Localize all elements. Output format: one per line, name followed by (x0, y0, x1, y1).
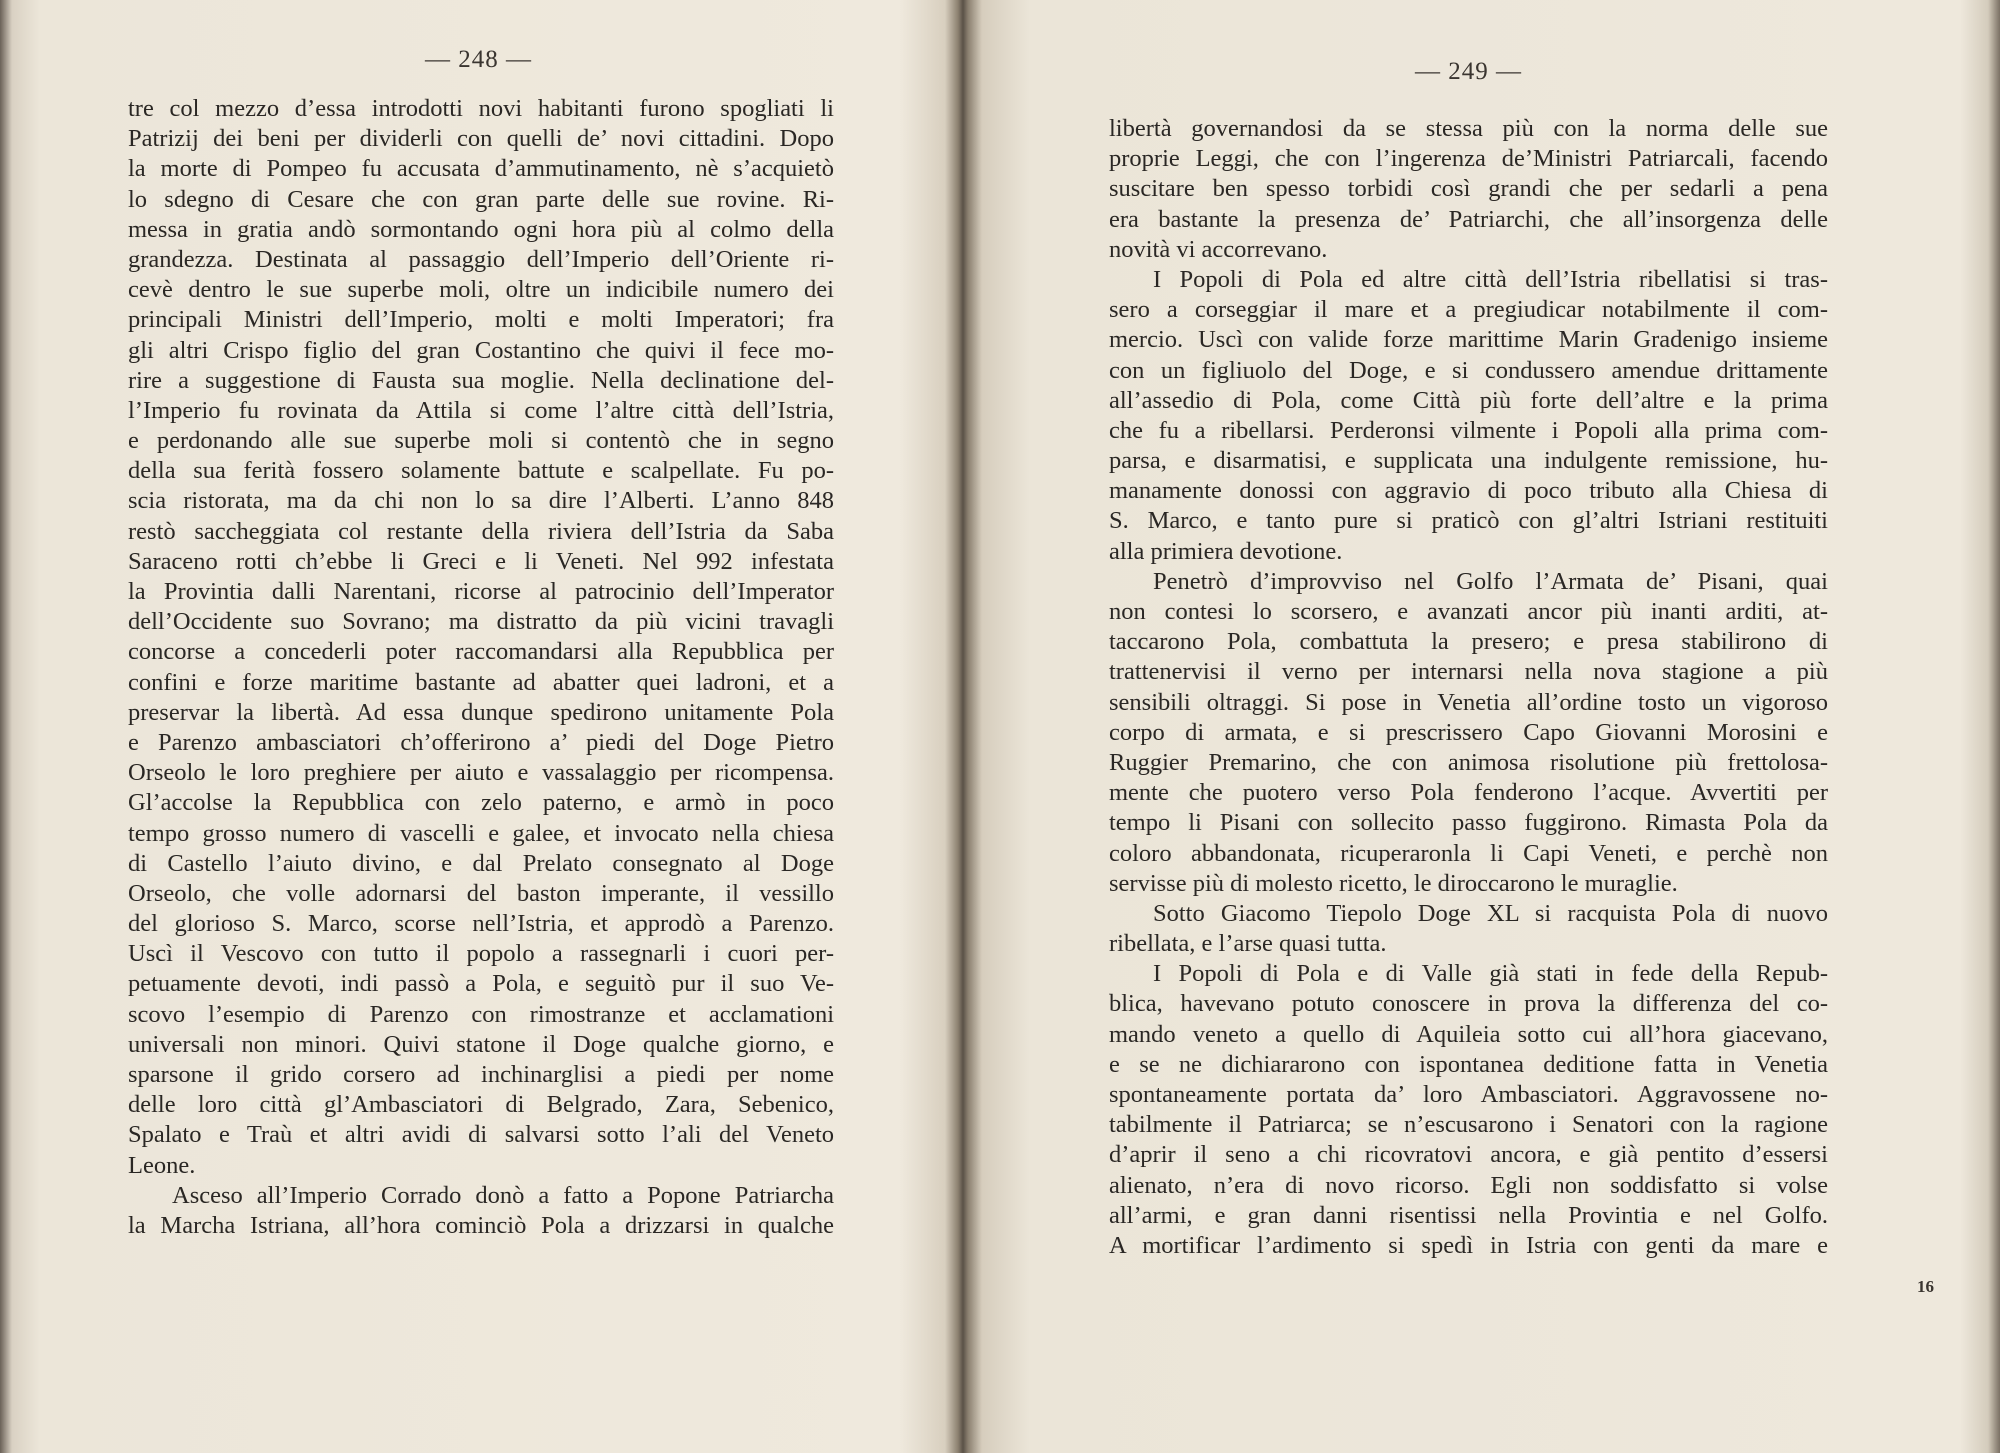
text-line: mando veneto a quello di Aquileia sotto cui all’hora giacevano, (1109, 1020, 1828, 1048)
text-line: Leone. (128, 1151, 196, 1179)
text-line: cevè dentro le sue superbe moli, oltre un indicibile numero dei (128, 276, 834, 304)
text-line: gli altri Crispo figlio del gran Costantino che quivi il fece mo- (128, 336, 834, 364)
text-line: tabilmente il Patriarca; se n’escusarono i Senatori con la ragione (1109, 1111, 1828, 1139)
text-line: di Castello l’aiuto divino, e dal Prelato consegnato al Doge (128, 849, 834, 877)
text-line: Patrizij dei beni per dividerli con quelli de’ novi cittadini. Dopo (128, 125, 834, 153)
text-line: dell’Occidente suo Sovrano; ma distratto da più vicini travagli (128, 608, 834, 636)
text-line: S. Marco, e tanto pure si praticò con gl’altri Istriani restituiti (1109, 507, 1828, 535)
text-line: alienato, n’era di novo ricorso. Egli non soddisfatto si volse (1109, 1171, 1828, 1199)
text-line: parsa, e disarmatisi, e supplicata una indulgente remissione, hu- (1109, 447, 1828, 475)
text-line: non contesi lo scorsero, e avanzati ancor più inanti arditi, at- (1109, 598, 1828, 625)
text-line: I Popoli di Pola ed altre città dell’Istria ribellatisi si tras- (1153, 265, 1828, 293)
text-line: Uscì il Vescovo con tutto il popolo a rassegnarli i cuori per- (128, 940, 834, 968)
text-line: spontaneamente portata da’ loro Ambasciatori. Aggravossene no- (1109, 1081, 1828, 1108)
text-line: sero a corseggiar il mare et a pregiudicar notabilmente il com- (1109, 296, 1828, 324)
text-line: tempo grosso numero di vascelli e galee, et invocato nella chiesa (128, 819, 834, 847)
text-line: all’assedio di Pola, come Città più forte dell’altre e la prima (1109, 386, 1828, 414)
text-line: Saraceno rotti ch’ebbe li Greci e li Veneti. Nel 992 infestata (128, 547, 834, 575)
text-line: messa in gratia andò sormontando ogni hora più al colmo della (128, 215, 834, 243)
text-line: servisse più di molesto ricetto, le diroccarono le muraglie. (1109, 869, 1678, 897)
text-line: mente che puotero verso Pola fenderono l’acque. Avvertiti per (1109, 779, 1828, 807)
text-line: trattenervisi il verno per internarsi nella nova stagione a più (1109, 658, 1828, 686)
right-page (968, 0, 2000, 1453)
text-line: confini e forze maritime bastante ad abatter quei ladroni, et a (128, 668, 834, 696)
text-line: petuamente devoti, indi passò a Pola, e seguitò pur il suo Ve- (128, 970, 834, 998)
right-page-text (1109, 114, 1828, 1261)
text-line: A mortificar l’ardimento si spedì in Istria con genti da mare e (1109, 1231, 1828, 1259)
text-line: e perdonando alle sue superbe moli si contentò che in segno (128, 427, 834, 455)
text-line: novità vi accorrevano. (1109, 235, 1328, 263)
text-line: principali Ministri dell’Imperio, molti e molti Imperatori; fra (128, 306, 834, 334)
text-line: d’aprir il seno a chi ricovratovi ancora, e già pentito d’essersi (1109, 1141, 1828, 1169)
text-line: proprie Leggi, che con l’ingerenza de’Ministri Patriarcali, facendo (1109, 145, 1828, 173)
text-line: Ruggier Premarino, che con animosa risolutione più frettolosa- (1109, 748, 1828, 776)
text-line: I Popoli di Pola e di Valle già stati in fede della Repub- (1153, 960, 1828, 988)
text-line: e Parenzo ambasciatori ch’offerirono a’ piedi del Doge Pietro (128, 728, 834, 756)
text-line: universali non minori. Quivi statone il Doge qualche giorno, e (128, 1030, 834, 1058)
text-line: delle loro città gl’Ambasciatori di Belgrado, Zara, Sebenico, (128, 1091, 834, 1119)
text-line: Orseolo, che volle adornarsi del baston imperante, il vessillo (128, 879, 834, 907)
text-line: scovo l’esempio di Parenzo con rimostranze et acclamationi (128, 1000, 834, 1028)
text-line: sensibili oltraggi. Si pose in Venetia all’ordine tosto un vigoroso (1109, 688, 1828, 716)
text-line: Penetrò d’improvviso nel Golfo l’Armata de’ Pisani, quai (1153, 567, 1828, 595)
text-line: Asceso all’Imperio Corrado donò a fatto a Popone Patriarcha (172, 1181, 834, 1209)
page-number-left: — 248 — (425, 46, 532, 73)
text-line: libertà governandosi da se stessa più con la norma delle sue (1109, 115, 1828, 142)
text-line: lo sdegno di Cesare che con gran parte delle sue rovine. Ri- (128, 185, 834, 213)
text-line: alla primiera devotione. (1109, 537, 1343, 565)
signature-mark: 16 (1917, 1277, 1934, 1296)
text-line: concorse a concederli poter raccomandarsi alla Repubblica per (128, 638, 834, 666)
text-line: mercio. Uscì con valide forze marittime Marin Gradenigo insieme (1109, 326, 1828, 354)
text-line: del glorioso S. Marco, scorse nell’Istria, et approdò a Parenzo. (128, 910, 834, 938)
text-line: Sotto Giacomo Tiepolo Doge XL si racquista Pola di nuovo (1153, 899, 1828, 927)
left-page (0, 0, 960, 1453)
text-line: coloro abbandonata, ricuperaronla li Capi Veneti, e perchè non (1109, 839, 1828, 867)
text-line: preservar la libertà. Ad essa dunque spedirono unitamente Pola (128, 698, 834, 726)
text-line: blica, havevano potuto conoscere in prova la differenza del co- (1109, 990, 1828, 1018)
text-line: suscitare ben spesso torbidi così grandi che per sedarli a pena (1109, 175, 1828, 203)
text-line: all’armi, e gran danni risentissi nella Provintia e nel Golfo. (1109, 1201, 1828, 1229)
text-line: con un figliuolo del Doge, e si condussero amendue drittamente (1109, 356, 1828, 384)
text-line: rire a suggestione di Fausta sua moglie. Nella declinatione del- (128, 366, 834, 394)
text-line: tre col mezzo d’essa introdotti novi habitanti furono spogliati li (128, 95, 834, 122)
text-line: era bastante la presenza de’ Patriarchi, che all’insorgenza delle (1109, 205, 1828, 233)
text-line: che fu a ribellarsi. Perderonsi vilmente i Popoli alla prima com- (1109, 416, 1828, 444)
text-line: corpo di armata, e si prescrissero Capo Giovanni Morosini e (1109, 718, 1828, 746)
text-line: la morte di Pompeo fu accusata d’ammutinamento, nè s’acquietò (128, 155, 834, 183)
text-line: la Marcha Istriana, all’hora cominciò Pola a drizzarsi in qualche (128, 1211, 834, 1239)
text-line: e se ne dichiararono con ispontanea deditione fatta in Venetia (1109, 1050, 1828, 1078)
text-line: manamente donossi con aggravio di poco tributo alla Chiesa di (1109, 477, 1828, 505)
text-line: Orseolo le loro preghiere per aiuto e vassalaggio per ricompensa. (128, 759, 834, 787)
text-line: Spalato e Traù et altri avidi di salvarsi sotto l’ali del Veneto (128, 1121, 834, 1149)
text-line: Gl’accolse la Repubblica con zelo paterno, e armò in poco (128, 789, 834, 817)
text-line: ribellata, e l’arse quasi tutta. (1109, 930, 1387, 958)
text-line: restò saccheggiata col restante della riviera dell’Istria da Saba (128, 517, 834, 545)
page-number-right: — 249 — (1415, 58, 1522, 85)
left-page-text (128, 94, 834, 1241)
text-line: taccarono Pola, combattuta la presero; e presa stabilirono di (1109, 628, 1828, 656)
text-line: grandezza. Destinata al passaggio dell’Imperio dell’Oriente ri- (128, 245, 834, 273)
text-line: la Provintia dalli Narentani, ricorse al patrocinio dell’Imperator (128, 578, 834, 605)
text-line: scia ristorata, ma da chi non lo sa dire l’Alberti. L’anno 848 (128, 487, 834, 515)
text-line: l’Imperio fu rovinata da Attila si come l’altre città dell’Istria, (128, 396, 834, 424)
text-line: della sua ferità fossero solamente battute e scalpellate. Fu po- (128, 457, 834, 485)
text-line: tempo li Pisani con sollecito passo fuggirono. Rimasta Pola da (1109, 809, 1828, 837)
text-line: sparsone il grido corsero ad inchinarglisi a piedi per nome (128, 1061, 834, 1088)
